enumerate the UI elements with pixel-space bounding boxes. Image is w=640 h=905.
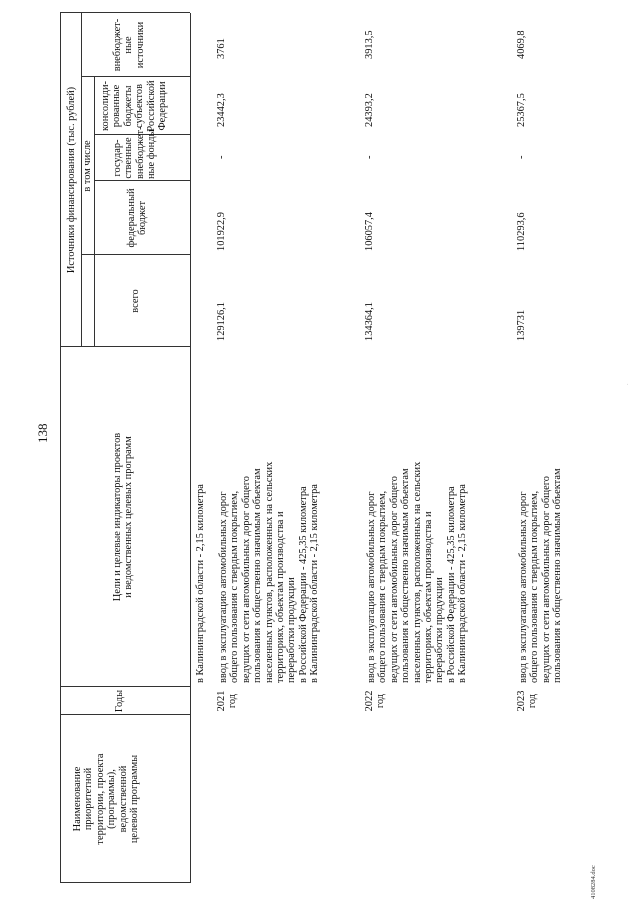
row-2023-offbudget: 4069,8: [516, 30, 527, 59]
col-line-goals: [60, 686, 190, 687]
col-line-right: [60, 12, 190, 13]
row-2021-offbudget: 3761: [216, 38, 227, 59]
col-line-state: [94, 180, 190, 181]
row-2023-year: 2023 год: [516, 690, 539, 712]
row-2022-offbudget: 3913,5: [364, 30, 375, 59]
header-offbudget: внебюджет- ные источники: [112, 18, 146, 72]
row-2022-federal: 106057,4: [364, 212, 375, 251]
scan-mark: ·: [626, 383, 631, 385]
row-2023-state-funds: -: [516, 155, 527, 159]
row-2022-year: 2022 год: [364, 690, 387, 712]
row-2023-regional: 25367,5: [516, 93, 527, 127]
carryover-text: в Калининградской области - 2,15 километра: [195, 484, 206, 683]
footer-document-id: 4108284.doc: [590, 865, 597, 899]
header-name: Наименование приоритетной территории, проекта (программы), ведомственной целевой программы: [72, 753, 141, 845]
row-2022-state-funds: -: [364, 155, 375, 159]
including-divider: [94, 77, 95, 347]
col-line-left: [60, 882, 190, 883]
row-2021-goals: ввод в эксплуатацию автомобильных дорог общего пользования с твердым покрытием, ведущих от сети автомобильных дорог общего пользования к общественно значимым объектам населенных пунктов, расположенных на сельских территориях, объектам производства и переработки продукции в Российской Федерации - 425,35 километра в Калининградской области - 2,15 километра: [218, 461, 321, 683]
row-2021-year: 2021 год: [216, 690, 239, 712]
page-number: 138: [35, 423, 50, 443]
header-regional: консолиди- рованные бюджеты субъектов Российской Федерации: [100, 80, 169, 132]
row-2021-state-funds: -: [216, 155, 227, 159]
row-2022-total: 134364,1: [364, 302, 375, 341]
header-years: Годы: [114, 689, 125, 713]
col-line-federal: [81, 254, 190, 255]
col-line-years: [60, 714, 190, 715]
header-bottom-border: [190, 13, 191, 883]
row-2021-federal: 101922,9: [216, 212, 227, 251]
header-federal: федеральный бюджет: [126, 188, 149, 248]
header-state-funds: государ- ственные внебюджет- ные фонды: [112, 126, 158, 179]
row-2023-goals: ввод в эксплуатацию автомобильных дорог общего пользования с твердым покрытием, ведущих от сети автомобильных дорог общего пользования к общественно значимым объектам: [518, 468, 564, 683]
row-2022-goals: ввод в эксплуатацию автомобильных дорог общего пользования с твердым покрытием, ведущих от сети автомобильных дорог общего пользования к общественно значимым объектам населенных пунктов, расположенных на сельских территориях, объектам производства и переработки продукции в Российской Федерации - 425,35 километра в Калининградской области - 2,15 километра: [366, 461, 469, 683]
row-2021-total: 129126,1: [216, 302, 227, 341]
table-top-border: [60, 13, 61, 883]
row-2022-regional: 24393,2: [364, 93, 375, 127]
row-2021-regional: 23442,3: [216, 93, 227, 127]
header-sources: Источники финансирования (тыс. рублей): [66, 86, 77, 274]
header-goals: Цели и целевые индикаторы проектов и ведомственных целевых программ: [112, 432, 135, 602]
col-line-total: [60, 346, 190, 347]
row-2023-total: 139731: [516, 309, 527, 341]
header-total: всего: [130, 289, 141, 313]
col-line-offbudget: [81, 76, 190, 77]
row-2023-federal: 110293,6: [516, 212, 527, 251]
header-including: в том числе: [82, 140, 93, 192]
